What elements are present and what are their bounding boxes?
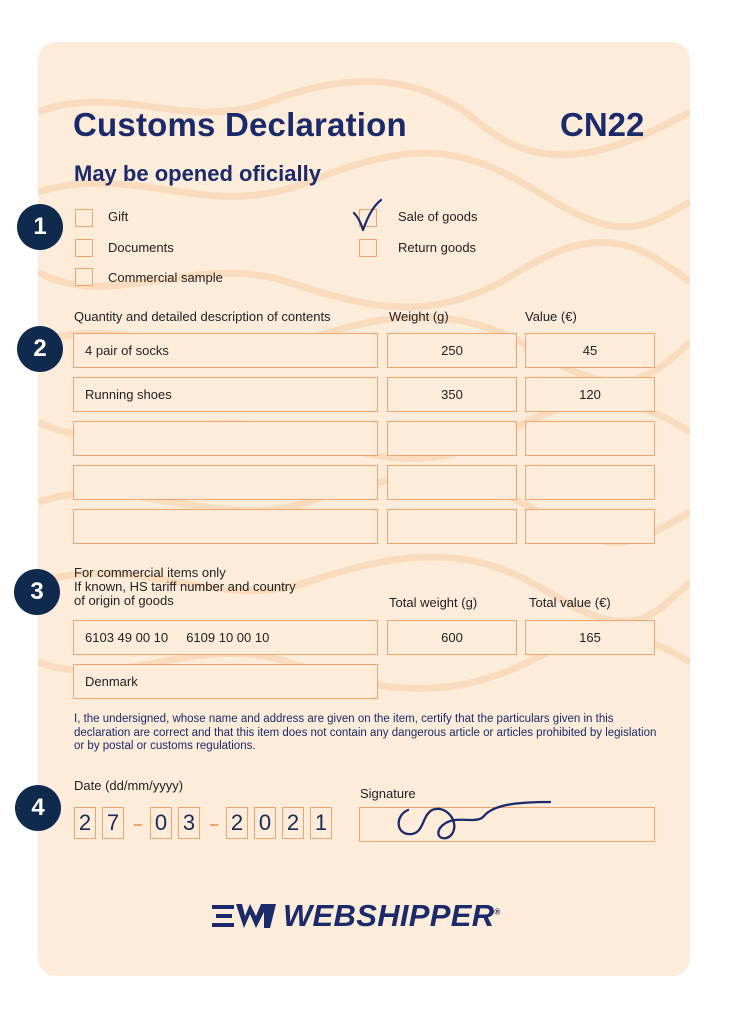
date-month-digit-1[interactable]: 0 <box>150 807 172 839</box>
description-field-1[interactable]: 4 pair of socks <box>73 333 378 368</box>
total-weight-field[interactable]: 600 <box>387 620 517 655</box>
weight-field-3[interactable] <box>387 421 517 456</box>
total-value-field[interactable]: 165 <box>525 620 655 655</box>
total-value-label: Total value (€) <box>529 595 611 610</box>
legal-declaration: I, the undersigned, whose name and address are given on the item, certify that the particulars given in this declaration are correct and that this item does not contain any dangerous article or articles prohibited by legislation or by postal or customs regulations. <box>74 713 657 752</box>
step-badge-4: 4 <box>15 785 61 831</box>
checkbox-label-documents: Documents <box>108 240 174 255</box>
date-separator <box>210 824 218 826</box>
webshipper-logo-icon <box>212 902 276 930</box>
date-day-digit-2[interactable]: 7 <box>102 807 124 839</box>
date-year-digit-3[interactable]: 2 <box>282 807 304 839</box>
header-description: Quantity and detailed description of contents <box>74 309 331 324</box>
weight-field-5[interactable] <box>387 509 517 544</box>
checkbox-label-gift: Gift <box>108 209 129 224</box>
registered-mark: ® <box>494 907 501 917</box>
step-badge-1: 1 <box>17 204 63 250</box>
weight-field-2[interactable]: 350 <box>387 377 517 412</box>
page-title: Customs Declaration <box>73 106 407 143</box>
country-of-origin-field[interactable]: Denmark <box>73 664 378 699</box>
description-field-2[interactable]: Running shoes <box>73 377 378 412</box>
form-code: CN22 <box>560 106 645 143</box>
header-weight: Weight (g) <box>389 309 449 324</box>
date-label: Date (dd/mm/yyyy) <box>74 778 184 793</box>
value-field-4[interactable] <box>525 465 655 500</box>
commercial-label-line-2: If known, HS tariff number and country <box>74 579 296 594</box>
date-separator <box>134 824 142 826</box>
checkmark-icon <box>350 197 386 233</box>
value-field-1[interactable]: 45 <box>525 333 655 368</box>
step-badge-2: 2 <box>17 326 63 372</box>
total-weight-label: Total weight (g) <box>389 595 478 610</box>
value-field-5[interactable] <box>525 509 655 544</box>
commercial-label <box>74 566 296 608</box>
commercial-label-line-1: For commercial items only <box>74 565 226 580</box>
checkbox-label-sale-of-goods: Sale of goods <box>398 209 478 224</box>
date-month-digit-2[interactable]: 3 <box>178 807 200 839</box>
logo-wordmark: WEBSHIPPER <box>283 898 495 933</box>
date-year-digit-1[interactable]: 2 <box>226 807 248 839</box>
signature-scribble <box>390 796 560 852</box>
hs-tariff-field[interactable]: 6103 49 00 10 6109 10 00 10 <box>73 620 378 655</box>
value-field-2[interactable]: 120 <box>525 377 655 412</box>
description-field-5[interactable] <box>73 509 378 544</box>
date-year-digit-4[interactable]: 1 <box>310 807 332 839</box>
checkbox-return-goods[interactable] <box>359 239 377 257</box>
checkbox-label-commercial-sample: Commercial sample <box>108 270 223 285</box>
header-value: Value (€) <box>525 309 577 324</box>
checkbox-gift[interactable] <box>75 209 93 227</box>
description-field-3[interactable] <box>73 421 378 456</box>
date-day-digit-1[interactable]: 2 <box>74 807 96 839</box>
description-field-4[interactable] <box>73 465 378 500</box>
commercial-label-line-3: of origin of goods <box>74 593 174 608</box>
checkbox-label-return-goods: Return goods <box>398 240 477 255</box>
checkbox-documents[interactable] <box>75 239 93 257</box>
webshipper-logo-text <box>283 898 501 934</box>
date-year-digit-2[interactable]: 0 <box>254 807 276 839</box>
weight-field-4[interactable] <box>387 465 517 500</box>
weight-field-1[interactable]: 250 <box>387 333 517 368</box>
value-field-3[interactable] <box>525 421 655 456</box>
page-subtitle: May be opened oficially <box>74 161 321 186</box>
checkbox-commercial-sample[interactable] <box>75 268 93 286</box>
signature-label: Signature <box>360 786 416 801</box>
step-badge-3: 3 <box>14 569 60 615</box>
